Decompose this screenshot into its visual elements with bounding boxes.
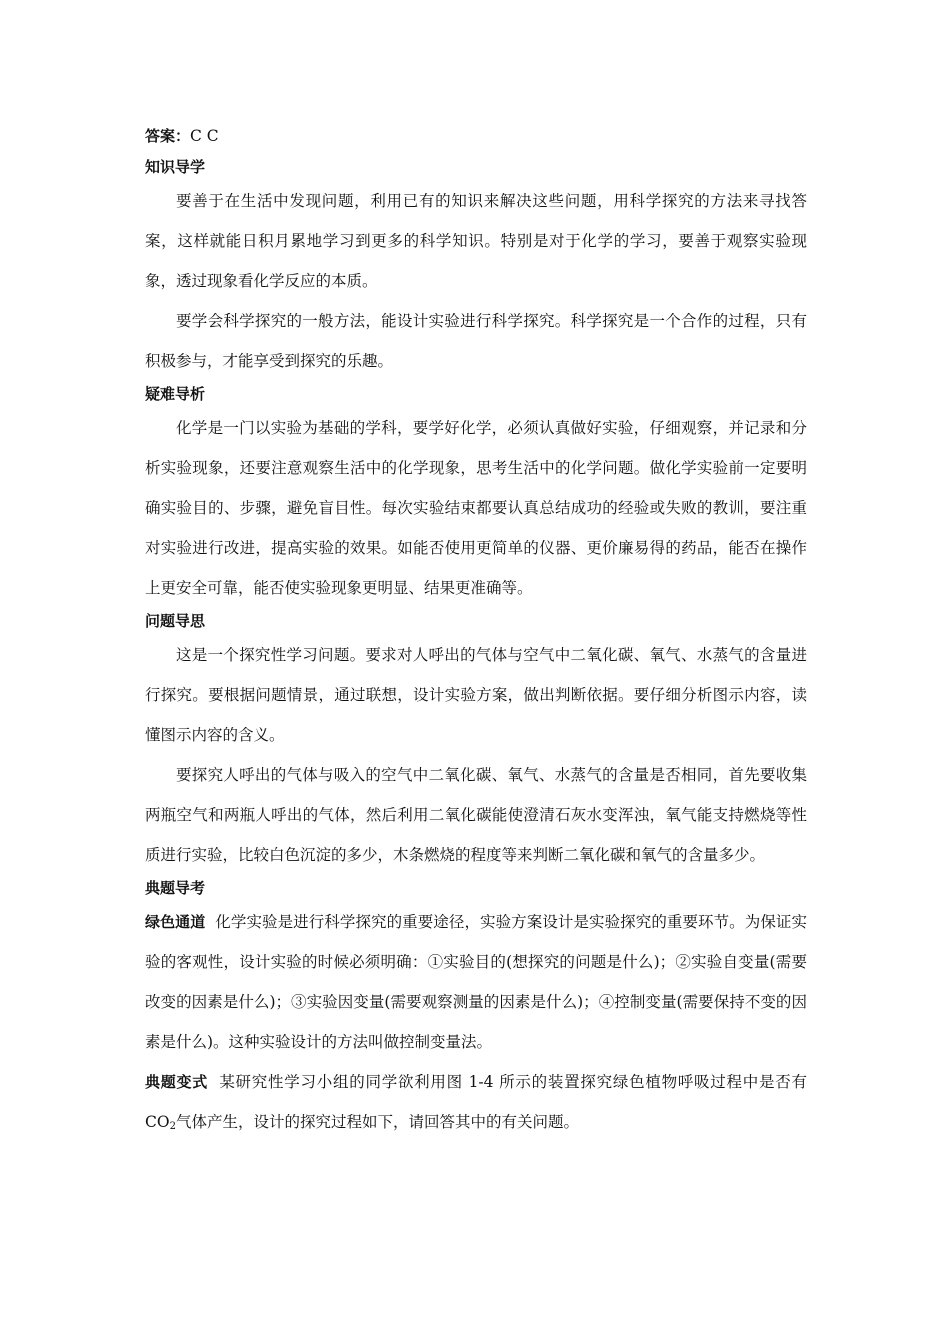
green-channel-paragraph xyxy=(145,902,807,1062)
paragraph: 要学会科学探究的一般方法，能设计实验进行科学探究。科学探究是一个合作的过程，只有积极参与，才能享受到探究的乐趣。 xyxy=(145,312,807,370)
section-body-knowledge xyxy=(145,181,807,381)
section-heading-examples: 典题导考 xyxy=(145,879,206,897)
paragraph: 这是一个探究性学习问题。要求对人呼出的气体与空气中二氧化碳、氧气、水蒸气的含量进行探究。要根据问题情景，通过联想，设计实验方案，做出判断依据。要仔细分析图示内容，读懂图示内容的含义。 xyxy=(145,646,807,744)
green-channel-text: 化学实验是进行科学探究的重要途径，实验方案设计是实验探究的重要环节。为保证实验的客观性，设计实验的时候必须明确：①实验目的(想探究的问题是什么)；②实验自变量(需要改变的因素是什么)；③实验因变量(需要观察测量的因素是什么)；④控制变量(需要保持不变的因素是什么)。这种实验设计的方法叫做控制变量法。 xyxy=(145,913,807,1051)
green-channel-label: 绿色通道 xyxy=(145,913,206,931)
section-heading-knowledge: 知识导学 xyxy=(145,158,206,176)
green-channel-block xyxy=(145,902,807,1142)
variant-paragraph xyxy=(145,1062,807,1142)
co2-subscript: 2 xyxy=(169,1121,176,1132)
answer-value: C C xyxy=(190,127,219,145)
section-heading-question: 问题导思 xyxy=(145,612,206,630)
section-body-difficulty xyxy=(145,408,807,608)
answer-line xyxy=(145,122,807,151)
paragraph: 化学是一门以实验为基础的学科，要学好化学，必须认真做好实验，仔细观察，并记录和分析实验现象，还要注意观察生活中的化学现象，思考生活中的化学问题。做化学实验前一定要明确实验目的、步骤，避免盲目性。每次实验结束都要认真总结成功的经验或失败的教训，要注重对实验进行改进，提高实验的效果。如能否使用更简单的仪器、更价廉易得的药品，能否在操作上更安全可靠，能否使实验现象更明显、结果更准确等。 xyxy=(145,419,807,597)
document-page xyxy=(145,122,807,1142)
section-body-question xyxy=(145,635,807,875)
variant-text-before: 某研究性学习小组的同学欲利用图 1-4 所示的装置探究绿色植物呼吸过程中是否有 CO xyxy=(145,1073,807,1131)
variant-label: 典题变式 xyxy=(145,1073,208,1091)
answer-label: 答案： xyxy=(145,127,191,145)
paragraph: 要善于在生活中发现问题，利用已有的知识来解决这些问题，用科学探究的方法来寻找答案，这样就能日积月累地学习到更多的科学知识。特别是对于化学的学习，要善于观察实验现象，透过现象看化学反应的本质。 xyxy=(145,192,807,290)
variant-text-after: 气体产生，设计的探究过程如下，请回答其中的有关问题。 xyxy=(175,1113,579,1131)
section-heading-difficulty: 疑难导析 xyxy=(145,385,206,403)
paragraph: 要探究人呼出的气体与吸入的空气中二氧化碳、氧气、水蒸气的含量是否相同，首先要收集两瓶空气和两瓶人呼出的气体，然后利用二氧化碳能使澄清石灰水变浑浊，氧气能支持燃烧等性质进行实验，比较白色沉淀的多少，木条燃烧的程度等来判断二氧化碳和氧气的含量多少。 xyxy=(145,766,807,864)
